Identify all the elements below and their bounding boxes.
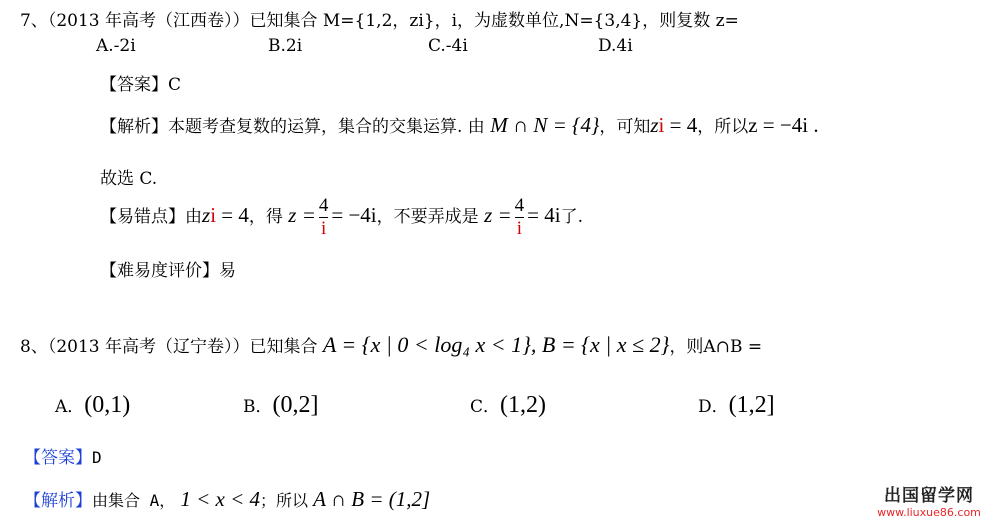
q8-stem-row <box>20 332 762 358</box>
q8-tail: ，则A∩B = <box>669 337 763 357</box>
q7-answer-label: 【答案】 <box>100 75 168 95</box>
q8-option-d-value: (1,2] <box>728 392 775 418</box>
q7-stem: 7、（2013 年高考（江西卷））已知集合 M={1,2，zi}，i，为虚数单位,N={3,4}，则复数 z= <box>20 11 739 31</box>
q8-option-b <box>243 392 318 419</box>
fraction-denominator: i <box>516 218 523 239</box>
q7-analysis-so: ，所以 <box>697 117 749 137</box>
q7-analysis-mid: ，可知 <box>599 117 651 137</box>
q7-error-text1: 由 <box>185 207 202 227</box>
q7-error-eq1-lhs: z = <box>288 203 316 227</box>
q8-analysis-inequality: 1 < x < 4 <box>180 487 261 511</box>
fraction-denominator: i <box>320 218 327 239</box>
q7-error-fraction-1 <box>319 196 329 239</box>
fraction-numerator: 4 <box>318 195 329 216</box>
q7-analysis-result: z = −4i . <box>748 113 819 137</box>
q7-option-c: C.-4i <box>428 36 468 56</box>
q8-option-c-value: (1,2) <box>500 392 546 418</box>
q7-error-fraction-2 <box>515 196 525 239</box>
q7-error-label: 【易错点】 <box>100 207 185 227</box>
q8-answer-value: D <box>92 448 102 467</box>
q7-option-a: A.-2i <box>96 36 136 56</box>
q7-analysis-row <box>100 112 819 138</box>
q7-answer-row <box>100 70 181 95</box>
q8-answer-label: 【答案】 <box>24 448 92 468</box>
q7-conclusion: 故选 C. <box>100 169 158 189</box>
q7-difficulty-label: 【难易度评价】 <box>100 261 219 281</box>
q8-option-b-label: B． <box>243 397 273 417</box>
watermark-title: 出国留学网 <box>884 486 974 506</box>
q7-option-d: D.4i <box>598 36 633 56</box>
q8-stem: 8、（2013 年高考（辽宁卷））已知集合 <box>20 337 318 357</box>
q8-analysis-result: A ∩ B = (1,2] <box>313 487 431 511</box>
q8-option-c-label: C． <box>470 397 501 417</box>
q7-error-zi: zi = 4 <box>202 203 249 227</box>
q7-analysis-text: 本题考查复数的运算，集合的交集运算. 由 <box>168 117 485 137</box>
q7-error-eq1-rhs: = −4i <box>331 203 377 227</box>
q7-analysis-label: 【解析】 <box>100 117 168 137</box>
q8-analysis-text: 由集合 A， <box>92 491 176 510</box>
q8-option-a <box>55 392 130 419</box>
q7-difficulty-row <box>100 256 236 281</box>
q8-option-d <box>698 392 775 419</box>
q8-analysis-so: ；所以 <box>260 491 309 510</box>
q7-option-b: B.2i <box>268 36 303 56</box>
q8-option-b-value: (0,2] <box>272 392 319 418</box>
q7-analysis-zi: zi = 4 <box>650 113 698 137</box>
q8-option-a-label: A． <box>55 397 85 417</box>
fraction-numerator: 4 <box>514 195 525 216</box>
q8-option-c <box>470 392 546 419</box>
q8-option-d-label: D． <box>698 397 729 417</box>
q8-analysis-row <box>24 486 430 512</box>
q7-error-text4: 了. <box>560 207 583 227</box>
q7-error-text2: ，得 <box>248 207 283 227</box>
q8-set-expression: A = {x | 0 < log₄ x < 1}, B = {x | x ≤ 2} <box>322 332 670 357</box>
watermark-logo <box>862 486 996 520</box>
q7-answer-value: C <box>168 75 182 95</box>
q8-option-a-value: (0,1) <box>84 392 131 418</box>
q7-error-eq2-lhs: z = <box>484 203 512 227</box>
q7-error-row <box>100 196 583 239</box>
q7-analysis-intersection: M ∩ N = {4} <box>490 113 600 137</box>
q7-error-eq2-rhs: = 4i <box>527 203 561 227</box>
q7-difficulty-value: 易 <box>219 261 236 281</box>
watermark-url: www.liuxue86.com <box>877 506 981 519</box>
q8-answer-row <box>24 443 102 468</box>
q7-error-text3: ，不要弄成是 <box>376 207 479 227</box>
q8-analysis-label: 【解析】 <box>24 491 92 511</box>
